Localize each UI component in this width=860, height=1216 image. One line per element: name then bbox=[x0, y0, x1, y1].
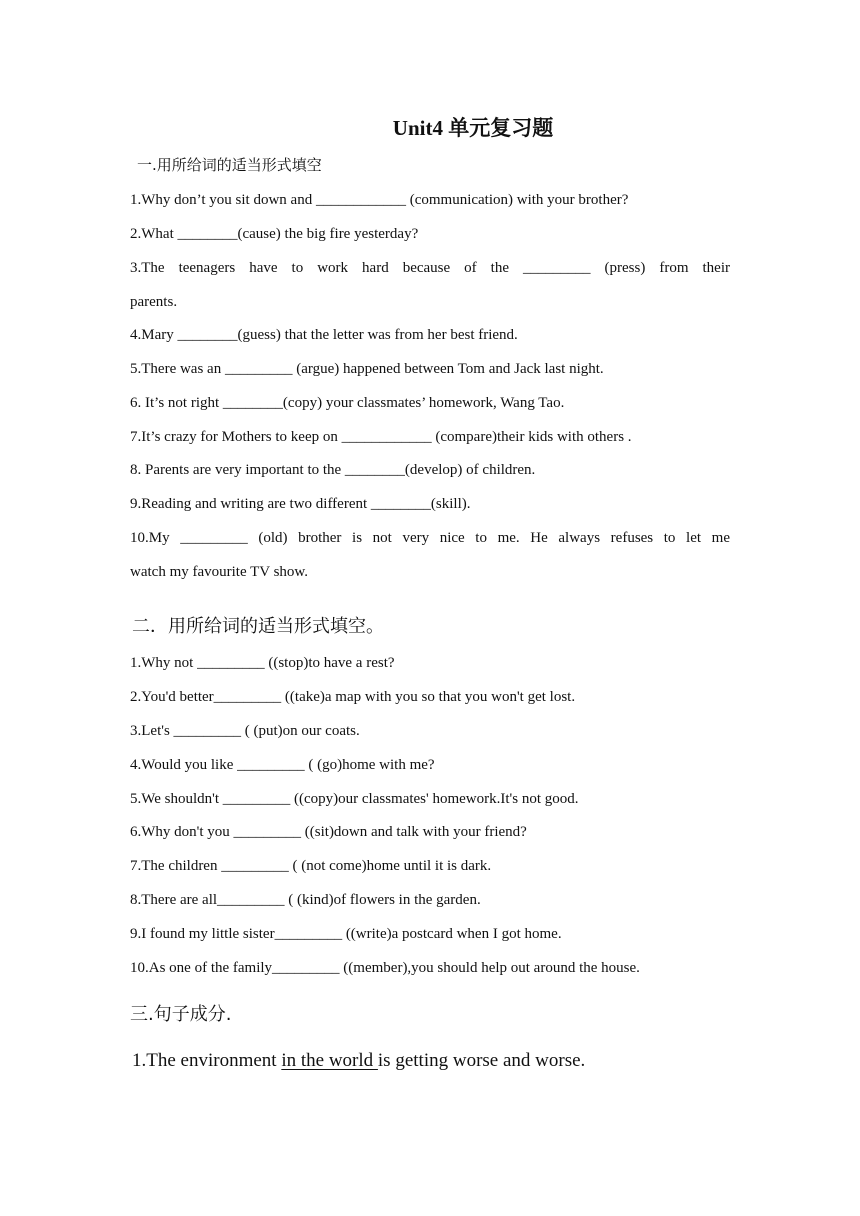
section2-item-3: 3.Let's _________ ( (put)on our coats. bbox=[130, 723, 360, 739]
section1-item-6: 6. It’s not right ________(copy) your classmates’ homework, Wang Tao. bbox=[130, 395, 565, 411]
section2-item-10: 10.As one of the family_________ ((member),you should help out around the house. bbox=[130, 960, 640, 976]
section1-heading: 一.用所给词的适当形式填空 bbox=[137, 156, 322, 174]
section1-item-7: 7.It’s crazy for Mothers to keep on ____________ (compare)their kids with others . bbox=[130, 429, 632, 445]
section1-item-2: 2.What ________(cause) the big fire yesterday? bbox=[130, 226, 419, 242]
section1-item-3: 3.The teenagers have to work hard because of the _________ (press) from their bbox=[130, 260, 730, 276]
section1-item-9: 9.Reading and writing are two different ________(skill). bbox=[130, 496, 471, 512]
section2-item-8: 8.There are all_________ ( (kind)of flowers in the garden. bbox=[130, 892, 481, 908]
section2-item-2: 2.You'd better_________ ((take)a map with you so that you won't get lost. bbox=[130, 689, 576, 705]
section2-heading: 二．用所给词的适当形式填空。 bbox=[132, 616, 384, 637]
section2-item-9: 9.I found my little sister_________ ((write)a postcard when I got home. bbox=[130, 926, 562, 942]
section1-item-1: 1.Why don’t you sit down and ____________ (communication) with your brother? bbox=[130, 192, 629, 208]
section1-item-4: 4.Mary ________(guess) that the letter was from her best friend. bbox=[130, 327, 518, 343]
section1-item-3-continuation: parents. bbox=[130, 294, 178, 310]
section3-sentence-1 bbox=[132, 1050, 585, 1072]
section2-item-1: 1.Why not _________ ((stop)to have a rest? bbox=[130, 655, 395, 671]
section1-item-10: 10.My _________ (old) brother is not very nice to me. He always refuses to let me bbox=[130, 530, 730, 546]
section2-item-4: 4.Would you like _________ ( (go)home with me? bbox=[130, 757, 435, 773]
section2-item-6: 6.Why don't you _________ ((sit)down and talk with your friend? bbox=[130, 824, 527, 840]
section2-item-7: 7.The children _________ ( (not come)home until it is dark. bbox=[130, 858, 492, 874]
sentence-text-after: is getting worse and worse. bbox=[377, 1050, 586, 1071]
sentence-text-before: 1.The environment bbox=[132, 1050, 282, 1071]
section1-item-10-continuation: watch my favourite TV show. bbox=[130, 564, 309, 580]
section1-item-5: 5.There was an _________ (argue) happened between Tom and Jack last night. bbox=[130, 361, 604, 377]
sentence-underlined-phrase: in the world bbox=[281, 1050, 378, 1071]
section1-item-8: 8. Parents are very important to the ________(develop) of children. bbox=[130, 462, 536, 478]
section3-heading: 三.句子成分. bbox=[130, 1004, 232, 1025]
section2-item-5: 5.We shouldn't _________ ((copy)our classmates' homework.It's not good. bbox=[130, 791, 579, 807]
page-title: Unit4 单元复习题 bbox=[392, 116, 554, 140]
